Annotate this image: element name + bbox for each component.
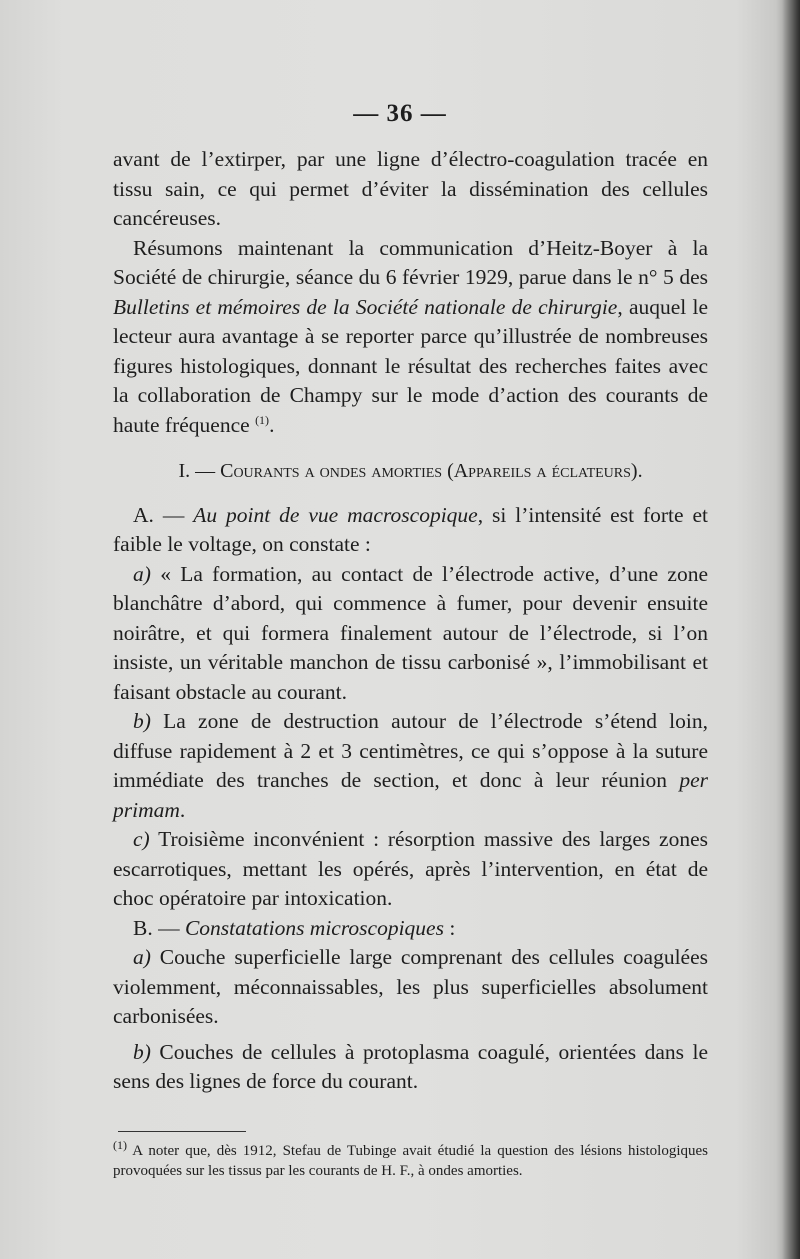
list-item bbox=[113, 560, 708, 708]
section-b-intro bbox=[113, 914, 708, 944]
heading-number: I. — bbox=[178, 460, 216, 482]
section-title: Au point de vue macroscopique bbox=[193, 502, 478, 527]
paragraph-text: Résumons maintenant la communication d’Heitz-Boyer à la Société de chirurgie, séance du 6 février 1929, parue dans le n° 5 des bbox=[113, 235, 708, 289]
footnote-reference: (1) bbox=[255, 412, 270, 427]
footnote bbox=[113, 1138, 708, 1181]
page-number: — 36 — bbox=[353, 100, 447, 127]
paragraph-text: , auquel le lecteur aura avantage à se reporter parce qu’illustrée de nombreuses figures histologiques, donnant le résultat des recherches faites avec la collaboration de Champy sur le mode d’action des courants de haute fréquence bbox=[113, 294, 708, 437]
item-marker: b) bbox=[133, 709, 151, 733]
footnote-divider bbox=[118, 1131, 246, 1132]
list-item bbox=[113, 943, 708, 1032]
paragraph-continuation: avant de l’extirper, par une ligne d’électro-coagulation tracée en tissu sain, ce qui permet d’éviter la dissémination des cellules cancéreuses. bbox=[113, 147, 708, 230]
item-marker: a) bbox=[133, 561, 151, 586]
section-label: B. — bbox=[133, 915, 180, 940]
section-a-intro bbox=[113, 501, 708, 560]
footnote-marker: (1) bbox=[113, 1138, 127, 1152]
list-item bbox=[113, 825, 708, 914]
latin-term: per primam bbox=[113, 768, 708, 822]
item-marker: b) bbox=[133, 1039, 151, 1064]
heading-title: Courants a ondes amorties (Appareils a éclateurs). bbox=[220, 460, 643, 482]
item-text: Couche superficielle large comprenant des cellules coagulées violemment, méconnaissables, les plus superficielles absolument carbonisées. bbox=[113, 945, 709, 1028]
item-text: Troisième inconvénient : résorption massive des larges zones escarrotiques, mettant les opérés, après l’intervention, en état de choc opératoire par intoxication. bbox=[113, 827, 708, 910]
footnote-text: A noter que, dès 1912, Stefau de Tubinge avait étudié la question des lésions histologiques provoquées sur les tissus par les courants de H. F., à ondes amorties. bbox=[113, 1143, 708, 1179]
item-end: . bbox=[179, 797, 186, 822]
journal-title: Bulletins et mémoires de la Société nationale de chirurgie bbox=[113, 294, 618, 319]
list-item bbox=[113, 1038, 708, 1097]
section-title: Constatations microscopiques bbox=[184, 915, 444, 940]
section-label: A. — bbox=[133, 502, 185, 527]
item-marker: c) bbox=[133, 827, 150, 851]
body-text bbox=[113, 145, 708, 1097]
item-marker: a) bbox=[133, 945, 151, 969]
section-heading bbox=[113, 457, 708, 487]
item-text: La zone de destruction autour de l’électrode s’étend loin, diffuse rapidement à 2 et 3 centimètres, ce qui s’oppose à la suture immédiate des tranches de section, et donc à leur réunion bbox=[113, 709, 708, 792]
item-text: « La formation, au contact de l’électrode active, d’une zone blanchâtre d’abord, qui commence à fumer, pour devenir ensuite noirâtre, et qui formera finalement autour de l’électrode, si l’on insiste, un véritable manchon de tissu carbonisé », l’immobilisant et faisant obstacle au courant. bbox=[113, 561, 708, 704]
section-intro-text: , si l’intensité est forte et faible le voltage, on constate : bbox=[113, 502, 709, 556]
item-text: Couches de cellules à protoplasma coagulé, orientées dans le sens des lignes de force du courant. bbox=[113, 1039, 708, 1093]
paragraph-heitz-boyer bbox=[113, 234, 708, 441]
paragraph-end: . bbox=[269, 412, 275, 437]
section-colon: : bbox=[443, 915, 456, 940]
page-edge-shadow bbox=[782, 0, 800, 1259]
list-item bbox=[113, 707, 708, 825]
